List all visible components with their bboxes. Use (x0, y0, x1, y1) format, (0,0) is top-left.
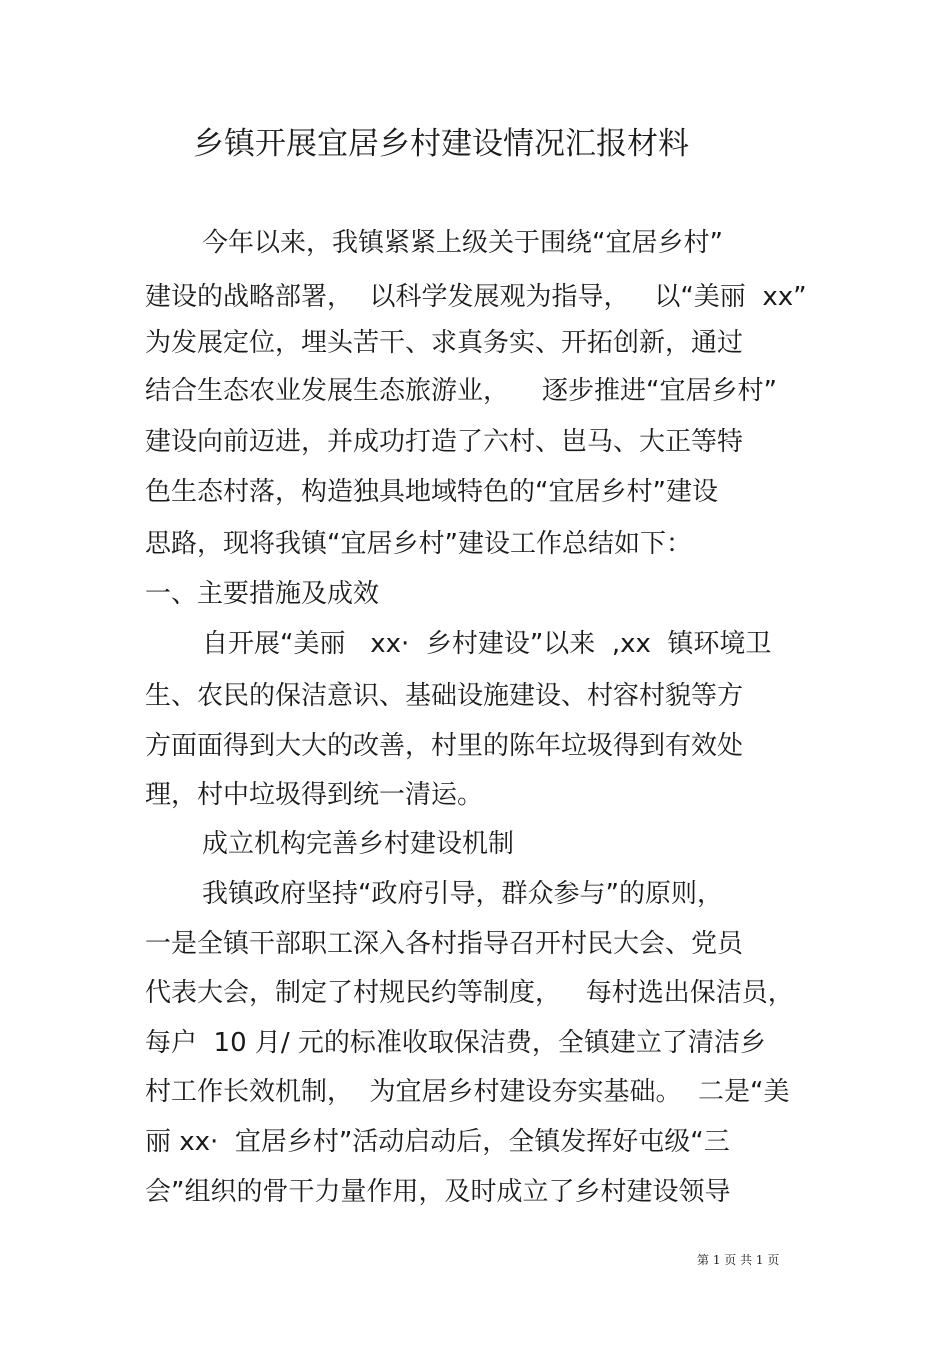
paragraph-line: 生、农民的保洁意识、基础设施建设、村容村貌等方 (145, 681, 744, 711)
paragraph-line: 会”组织的骨干力量作用，及时成立了乡村建设领导 (145, 1177, 731, 1207)
paragraph-line: 理，村中垃圾得到统一清运。 (145, 780, 484, 810)
paragraph-line: 今年以来，我镇紧紧上级关于围绕“宜居乡村” (202, 228, 723, 258)
paragraph-line: 色生态村落，构造独具地域特色的“宜居乡村”建设 (145, 477, 718, 507)
page-number-footer: 第 1 页 共 1 页 (697, 1253, 780, 1267)
paragraph-line: 结合生态农业发展生态旅游业， 逐步推进“宜居乡村” (145, 376, 777, 406)
paragraph-line: 一是全镇干部职工深入各村指导召开村民大会、党员 (145, 929, 744, 959)
subsection-heading: 成立机构完善乡村建设机制 (202, 829, 515, 859)
section-heading: 一、主要措施及成效 (145, 579, 380, 609)
paragraph-line: 村工作长效机制， 为宜居乡村建设夯实基础。 二是“美 (145, 1077, 790, 1107)
paragraph-line: 丽 xx· 宜居乡村”活动启动后，全镇发挥好屯级“三 (145, 1127, 730, 1157)
paragraph-line: 为发展定位，埋头苦干、求真务实、开拓创新，通过 (145, 328, 744, 358)
document-title: 乡镇开展宜居乡村建设情况汇报材料 (193, 126, 689, 162)
paragraph-line: 建设向前迈进，并成功打造了六村、岜马、大正等特 (145, 427, 744, 457)
paragraph-line: 方面面得到大大的改善，村里的陈年垃圾得到有效处 (145, 731, 744, 761)
paragraph-line: 建设的战略部署， 以科学发展观为指导， 以“美丽 xx” (145, 282, 807, 312)
paragraph-line: 每户 10 月/ 元的标准收取保洁费，全镇建立了清洁乡 (145, 1028, 766, 1058)
paragraph-line: 代表大会，制定了村规民约等制度， 每村选出保洁员， (145, 978, 794, 1008)
paragraph-line: 自开展“美丽 xx· 乡村建设”以来 ,xx 镇环境卫 (202, 629, 772, 659)
paragraph-line: 我镇政府坚持“政府引导，群众参与”的原则， (202, 879, 723, 909)
paragraph-line: 思路，现将我镇“宜居乡村”建设工作总结如下： (145, 529, 692, 559)
